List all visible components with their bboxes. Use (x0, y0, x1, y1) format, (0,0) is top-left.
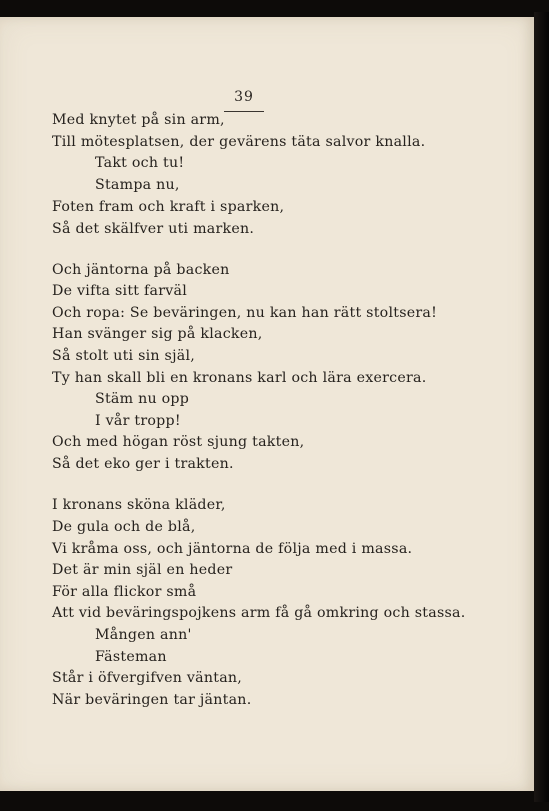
verse-line: Han svänger sig på klacken, (52, 326, 263, 342)
verse-line: Står i öfvergifven väntan, (52, 670, 243, 686)
verse-line: Och jäntorna på backen (52, 262, 230, 278)
verse-line: I vår tropp! (95, 413, 181, 429)
verse-line: Stäm nu opp (95, 391, 190, 407)
verse-line: Och med högan röst sjung takten, (52, 434, 305, 450)
verse-line: De gula och de blå, (52, 519, 196, 535)
verse-line: Till mötesplatsen, der gevärens täta salvor knalla. (52, 134, 426, 150)
verse-line: Foten fram och kraft i sparken, (52, 199, 285, 215)
verse-line: Att vid beväringspojkens arm få gå omkring och stassa. (52, 605, 466, 621)
verse-line: I kronans sköna kläder, (52, 497, 226, 513)
verse-line: För alla flickor små (52, 584, 197, 600)
verse-line: Vi kråma oss, och jäntorna de följa med i massa. (52, 541, 413, 557)
verse-line: Och ropa: Se beväringen, nu kan han rätt stoltsera! (52, 305, 438, 321)
verse-line: Ty han skall bli en kronans karl och lära exercera. (52, 370, 427, 386)
verse-line: Takt och tu! (95, 155, 185, 171)
verse-line: Mången ann' (95, 627, 192, 643)
verse-line: De vifta sitt farväl (52, 283, 187, 299)
verse-line: Stampa nu, (95, 177, 180, 193)
book-page (0, 17, 534, 791)
verse-line: Fästeman (95, 649, 167, 665)
verse-line: Så det eko ger i trakten. (52, 456, 234, 472)
verse-line: Med knytet på sin arm, (52, 112, 225, 128)
book-edge-shadow (534, 12, 549, 802)
verse-line: När beväringen tar jäntan. (52, 692, 252, 708)
verse-line: Så stolt uti sin själ, (52, 348, 195, 364)
verse-line: Så det skälfver uti marken. (52, 221, 255, 237)
verse-line: Det är min själ en heder (52, 562, 233, 578)
page-number-rule (224, 111, 264, 112)
page-number: 39 (234, 89, 254, 105)
